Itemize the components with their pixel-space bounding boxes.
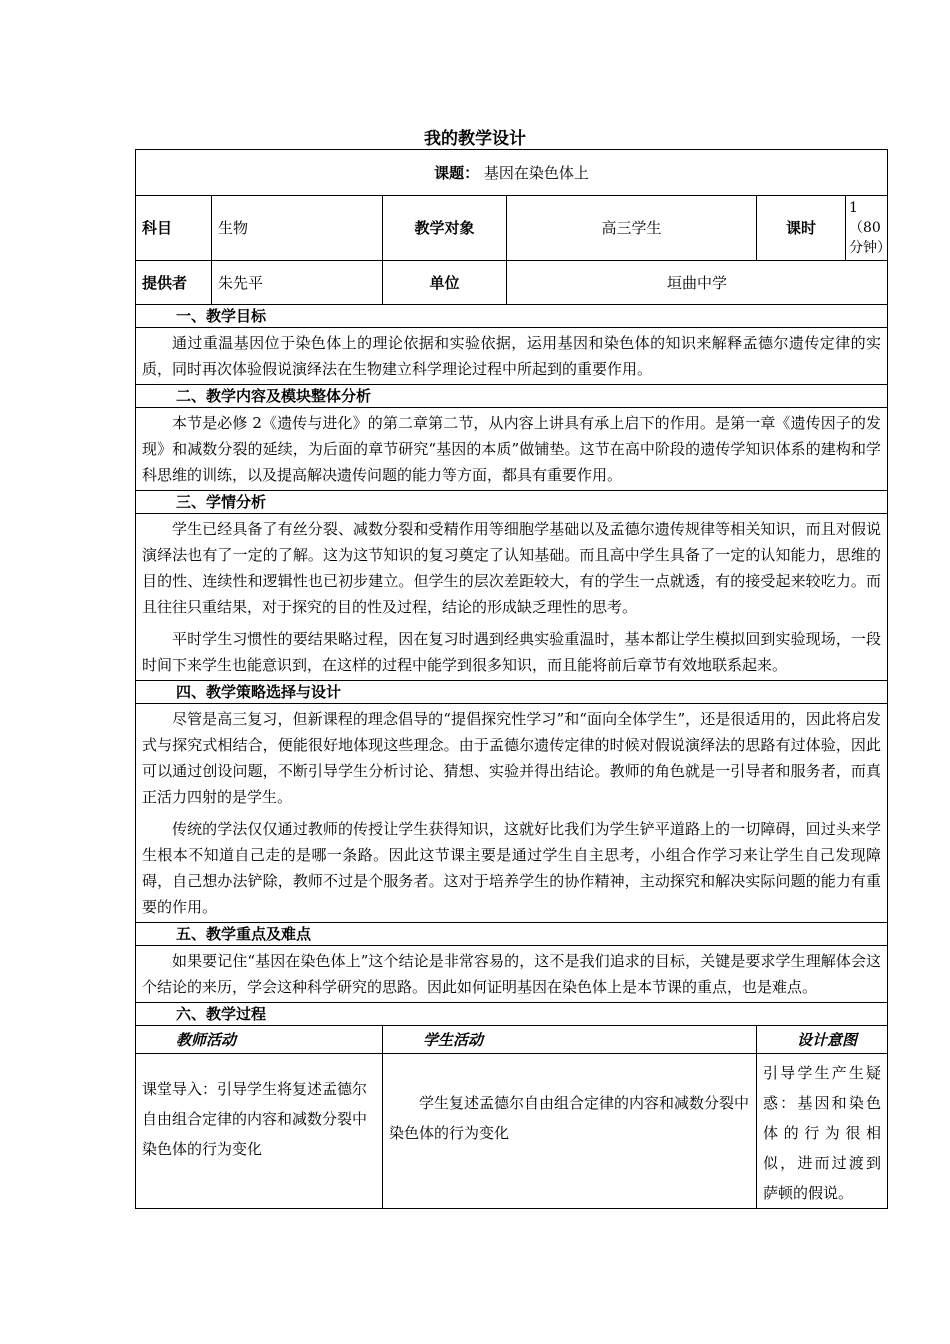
teacher-activity-cell: 课堂导入：引导学生将复述孟德尔自由组合定律的内容和减数分裂中染色体的行为变化 — [136, 1054, 383, 1209]
section-4-body — [136, 704, 888, 923]
paragraph: 通过重温基因位于染色体上的理论依据和实验依据，运用基因和染色体的知识来解释孟德尔遗传定律的实质，同时再次体验假说演绎法在生物建立科学理论过程中所起到的重要作用。 — [142, 334, 882, 378]
section-5-header — [136, 923, 888, 946]
subject-label: 科目 — [136, 196, 212, 261]
audience-value: 高三学生 — [507, 196, 757, 261]
section-title: 一、教学目标 — [136, 305, 888, 328]
audience-label: 教学对象 — [383, 196, 507, 261]
hours-value: 1（80 分钟） — [846, 196, 888, 261]
section-6-header — [136, 1003, 888, 1026]
paragraph: 本节是必修 2《遗传与进化》的第二章第二节，从内容上讲具有承上启下的作用。是第一章《遗传因子的发现》和减数分裂的延续，为后面的章节研究“基因的本质”做铺垫。这节在高中阶段的遗传学知识体系的建构和学科思维的训练，以及提高解决遗传问题的能力等方面，都具有重要作用。 — [142, 414, 882, 484]
paragraph: 平时学生习惯性的要结果略过程，因在复习时遇到经典实验重温时，基本都让学生模拟回到实验现场，一段时间下来学生也能意识到，在这样的过程中能学到很多知识，而且能将前后章节有效地联系起来。 — [142, 630, 882, 674]
section-title: 二、教学内容及模块整体分析 — [136, 385, 888, 408]
provider-label: 提供者 — [136, 261, 212, 305]
paragraph: 传统的学法仅仅通过教师的传授让学生获得知识，这就好比我们为学生铲平道路上的一切障碍，回过头来学生根本不知道自己走的是哪一条路。因此这节课主要是通过学生自主思考，小组合作学习来让学生自己发现障碍，自己想办法铲除，教师不过是个服务者。这对于培养学生的协作精神，主动探究和解决实际问题的能力有重要的作用。 — [142, 820, 882, 916]
topic-cell — [136, 150, 888, 196]
section-title: 四、教学策略选择与设计 — [136, 681, 888, 704]
provider-value: 朱先平 — [212, 261, 383, 305]
topic-label: 课题： — [434, 163, 480, 182]
section-3-header — [136, 491, 888, 514]
section-5-body — [136, 946, 888, 1003]
design-intent-header: 设计意图 — [757, 1026, 888, 1054]
paragraph: 如果要记住“基因在染色体上”这个结论是非常容易的，这不是我们追求的目标，关键是要求学生理解体会这个结论的来历，学会这种科学研究的思路。因此如何证明基因在染色体上是本节课的重点，也是难点。 — [142, 952, 882, 996]
topic-row — [136, 150, 888, 196]
section-3-body — [136, 514, 888, 681]
section-1-body — [136, 328, 888, 385]
section-1-header — [136, 305, 888, 328]
unit-value: 垣曲中学 — [507, 261, 888, 305]
design-intent-cell: 引导学生产生疑惑：基因和染色体的行为很相似，进而过渡到萨顿的假说。 — [757, 1054, 888, 1209]
paragraph: 学生已经具备了有丝分裂、减数分裂和受精作用等细胞学基础以及孟德尔遗传规律等相关知识，而且对假说演绎法也有了一定的了解。这为这节知识的复习奠定了认知基础。而且高中学生具备了一定的认知能力，思维的目的性、连续性和逻辑性也已初步建立。但学生的层次差距较大，有的学生一点就透，有的接受起来较吃力。而且往往只重结果，对于探究的目的性及过程，结论的形成缺乏理性的思考。 — [142, 520, 882, 616]
section-2-header — [136, 385, 888, 408]
student-activity-cell: 学生复述孟德尔自由组合定律的内容和减数分裂中染色体的行为变化 — [383, 1054, 757, 1209]
info-row-1 — [136, 196, 888, 261]
lesson-plan-table — [135, 149, 891, 1209]
section-title: 三、学情分析 — [136, 491, 888, 514]
student-activity-header: 学生活动 — [383, 1026, 757, 1054]
unit-label: 单位 — [383, 261, 507, 305]
subject-value: 生物 — [212, 196, 383, 261]
section-4-header — [136, 681, 888, 704]
section-title: 五、教学重点及难点 — [136, 923, 888, 946]
teacher-activity-header: 教师活动 — [136, 1026, 383, 1054]
hours-label: 课时 — [757, 196, 846, 261]
paragraph: 尽管是高三复习，但新课程的理念倡导的“提倡探究性学习”和“面向全体学生”，还是很适用的，因此将启发式与探究式相结合，便能很好地体现这些理念。由于孟德尔遗传定律的时候对假说演绎法的思路有过体验，因此可以通过创设问题，不断引导学生分析讨论、猜想、实验并得出结论。教师的角色就是一引导者和服务者，而真正活力四射的是学生。 — [142, 710, 882, 806]
process-row — [136, 1054, 888, 1209]
topic-value: 基因在染色体上 — [483, 163, 589, 182]
process-header-row — [136, 1026, 888, 1054]
page-title: 我的教学设计 — [424, 129, 526, 149]
section-title: 六、教学过程 — [136, 1003, 888, 1026]
info-row-2 — [136, 261, 888, 305]
section-2-body — [136, 408, 888, 491]
